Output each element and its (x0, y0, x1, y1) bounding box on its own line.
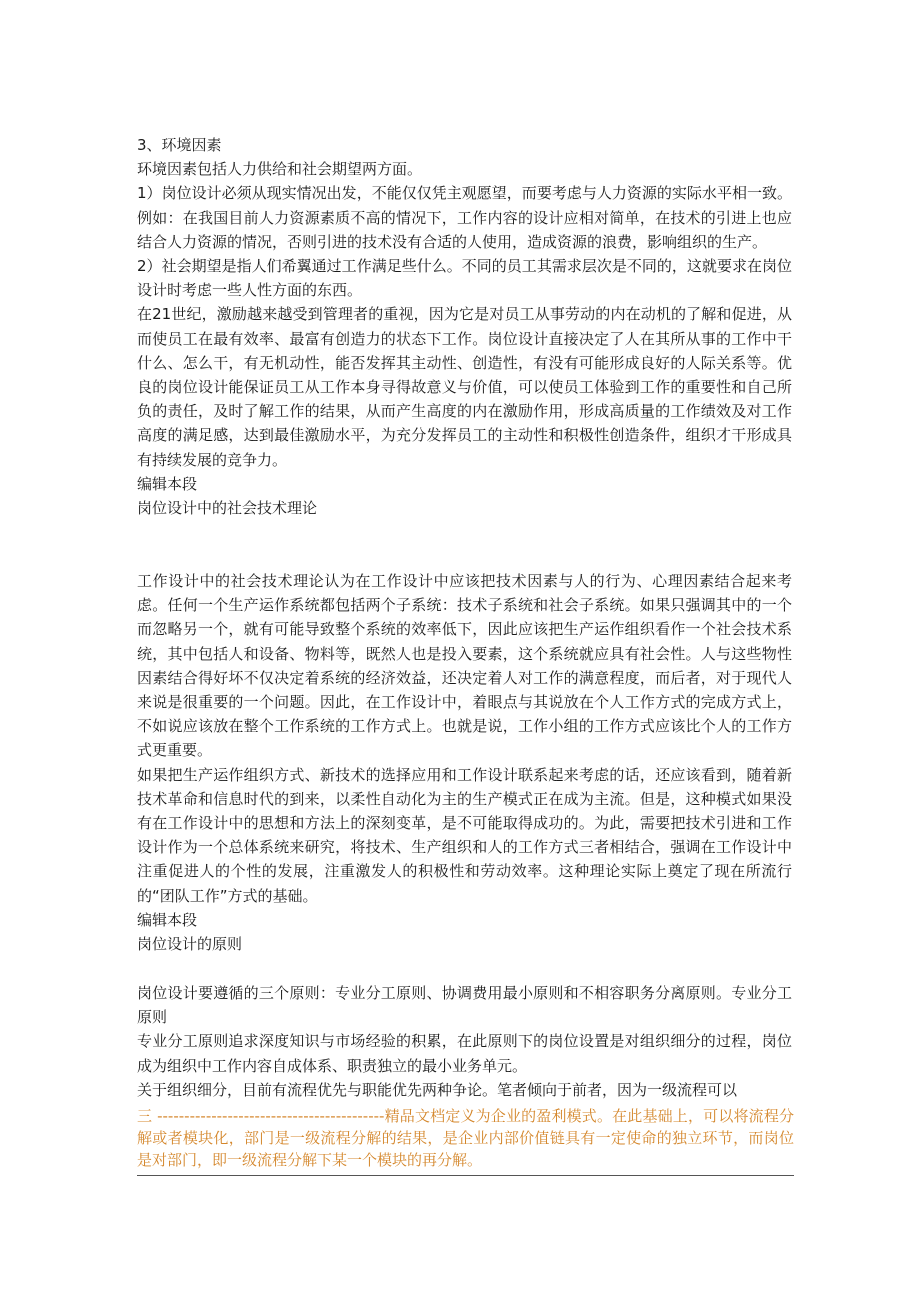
section-title: 岗位设计中的社会技术理论 (137, 499, 318, 518)
paragraph: 2）社会期望是指人们希翼通过工作满足些什么。不同的员工其需求层次是不同的，这就要求在岗位设计时考虑一些人性方面的东西。 (137, 257, 792, 300)
section-environment (137, 133, 792, 520)
page-footer (137, 1105, 794, 1176)
paragraph: 关于组织细分，目前有流程优先与职能优先两种争论。笔者倾向于前者，因为一级流程可以 (137, 1080, 738, 1099)
section-title: 岗位设计的原则 (137, 935, 243, 954)
edit-section-link[interactable]: 编辑本段 (137, 910, 198, 929)
section-principles (137, 981, 792, 1102)
paragraph: 专业分工原则追求深度知识与市场经验的积累，在此原则下的岗位设置是对组织细分的过程，岗位成为组织中工作内容自成体系、职责独立的最小业务单元。 (137, 1032, 792, 1075)
edit-section-link[interactable]: 编辑本段 (137, 474, 198, 493)
paragraph: 岗位设计要遵循的三个原则：专业分工原则、协调费用最小原则和不相容职务分离原则。专业分工原则 (137, 984, 792, 1027)
paragraph: 1）岗位设计必须从现实情况出发，不能仅仅凭主观愿望，而要考虑与人力资源的实际水平相一致。例如：在我国目前人力资源素质不高的情况下，工作内容的设计应相对简单，在技术的引进上也应结合人力资源的情况，否则引进的技术没有合适的人使用，造成资源的浪费，影响组织的生产。 (137, 184, 792, 251)
paragraph: 在21世纪，激励越来越受到管理者的重视，因为它是对员工从事劳动的内在动机的了解和促进，从而使员工在最有效率、最富有创造力的状态下工作。岗位设计直接决定了人在其所从事的工作中干什么、怎么干，有无机动性，能否发挥其主动性、创造性，有没有可能形成良好的人际关系等。优良的岗位设计能保证员工从工作本身寻得故意义与价值，可以使员工体验到工作的重要性和自己所负的责任，及时了解工作的结果，从而产生高度的内在激励作用，形成高质量的工作绩效及对工作高度的满足感，达到最佳激励水平，为充分发挥员工的主动性和积极性创造条件，组织才干形成具有持续发展的竞争力。 (137, 305, 792, 469)
section-social-technical (137, 569, 792, 956)
paragraph: 如果把生产运作组织方式、新技术的选择应用和工作设计联系起来考虑的话，还应该看到，随着新技术革命和信息时代的到来，以柔性自动化为主的生产模式正在成为主流。但是，这种模式如果没有在工作设计中的思想和方法上的深刻变革，是不可能取得成功的。为此，需要把技术引进和工作设计作为一个总体系统来研究，将技术、生产组织和人的工作方式三者相结合，强调在工作设计中注重促进人的个性的发展，注重激发人的积极性和劳动效率。这种理论实际上奠定了现在所流行的“团队工作”方式的基础。 (137, 765, 792, 905)
paragraph: 环境因素包括人力供给和社会期望两方面。 (137, 160, 423, 179)
section-heading: 3、环境因素 (137, 136, 222, 154)
footer-text: 三 ------------------------------------------精品文档定义为企业的盈利模式。在此基础上，可以将流程分解或者模块化，部门是一级流程分解的结果，是企业内部价值链具有一定使命的独立环节，而岗位是对部门，即一级流程分解下某一个模块的再分解。 (137, 1107, 794, 1169)
paragraph: 工作设计中的社会技术理论认为在工作设计中应该把技术因素与人的行为、心理因素结合起来考虑。任何一个生产运作系统都包括两个子系统：技术子系统和社会子系统。如果只强调其中的一个而忽略另一个，就有可能导致整个系统的效率低下，因此应该把生产运作组织看作一个社会技术系统，其中包括人和设备、物料等，既然人也是投入要素，这个系统就应具有社会性。人与这些物性因素结合得好坏不仅决定着系统的经济效益，还决定着人对工作的满意程度，而后者，对于现代人来说是很重要的一个问题。因此，在工作设计中，着眼点与其说放在个人工作方式的完成方式上，不如说应该放在整个工作系统的工作方式上。也就是说，工作小组的工作方式应该比个人的工作方式更重要。 (137, 572, 792, 760)
